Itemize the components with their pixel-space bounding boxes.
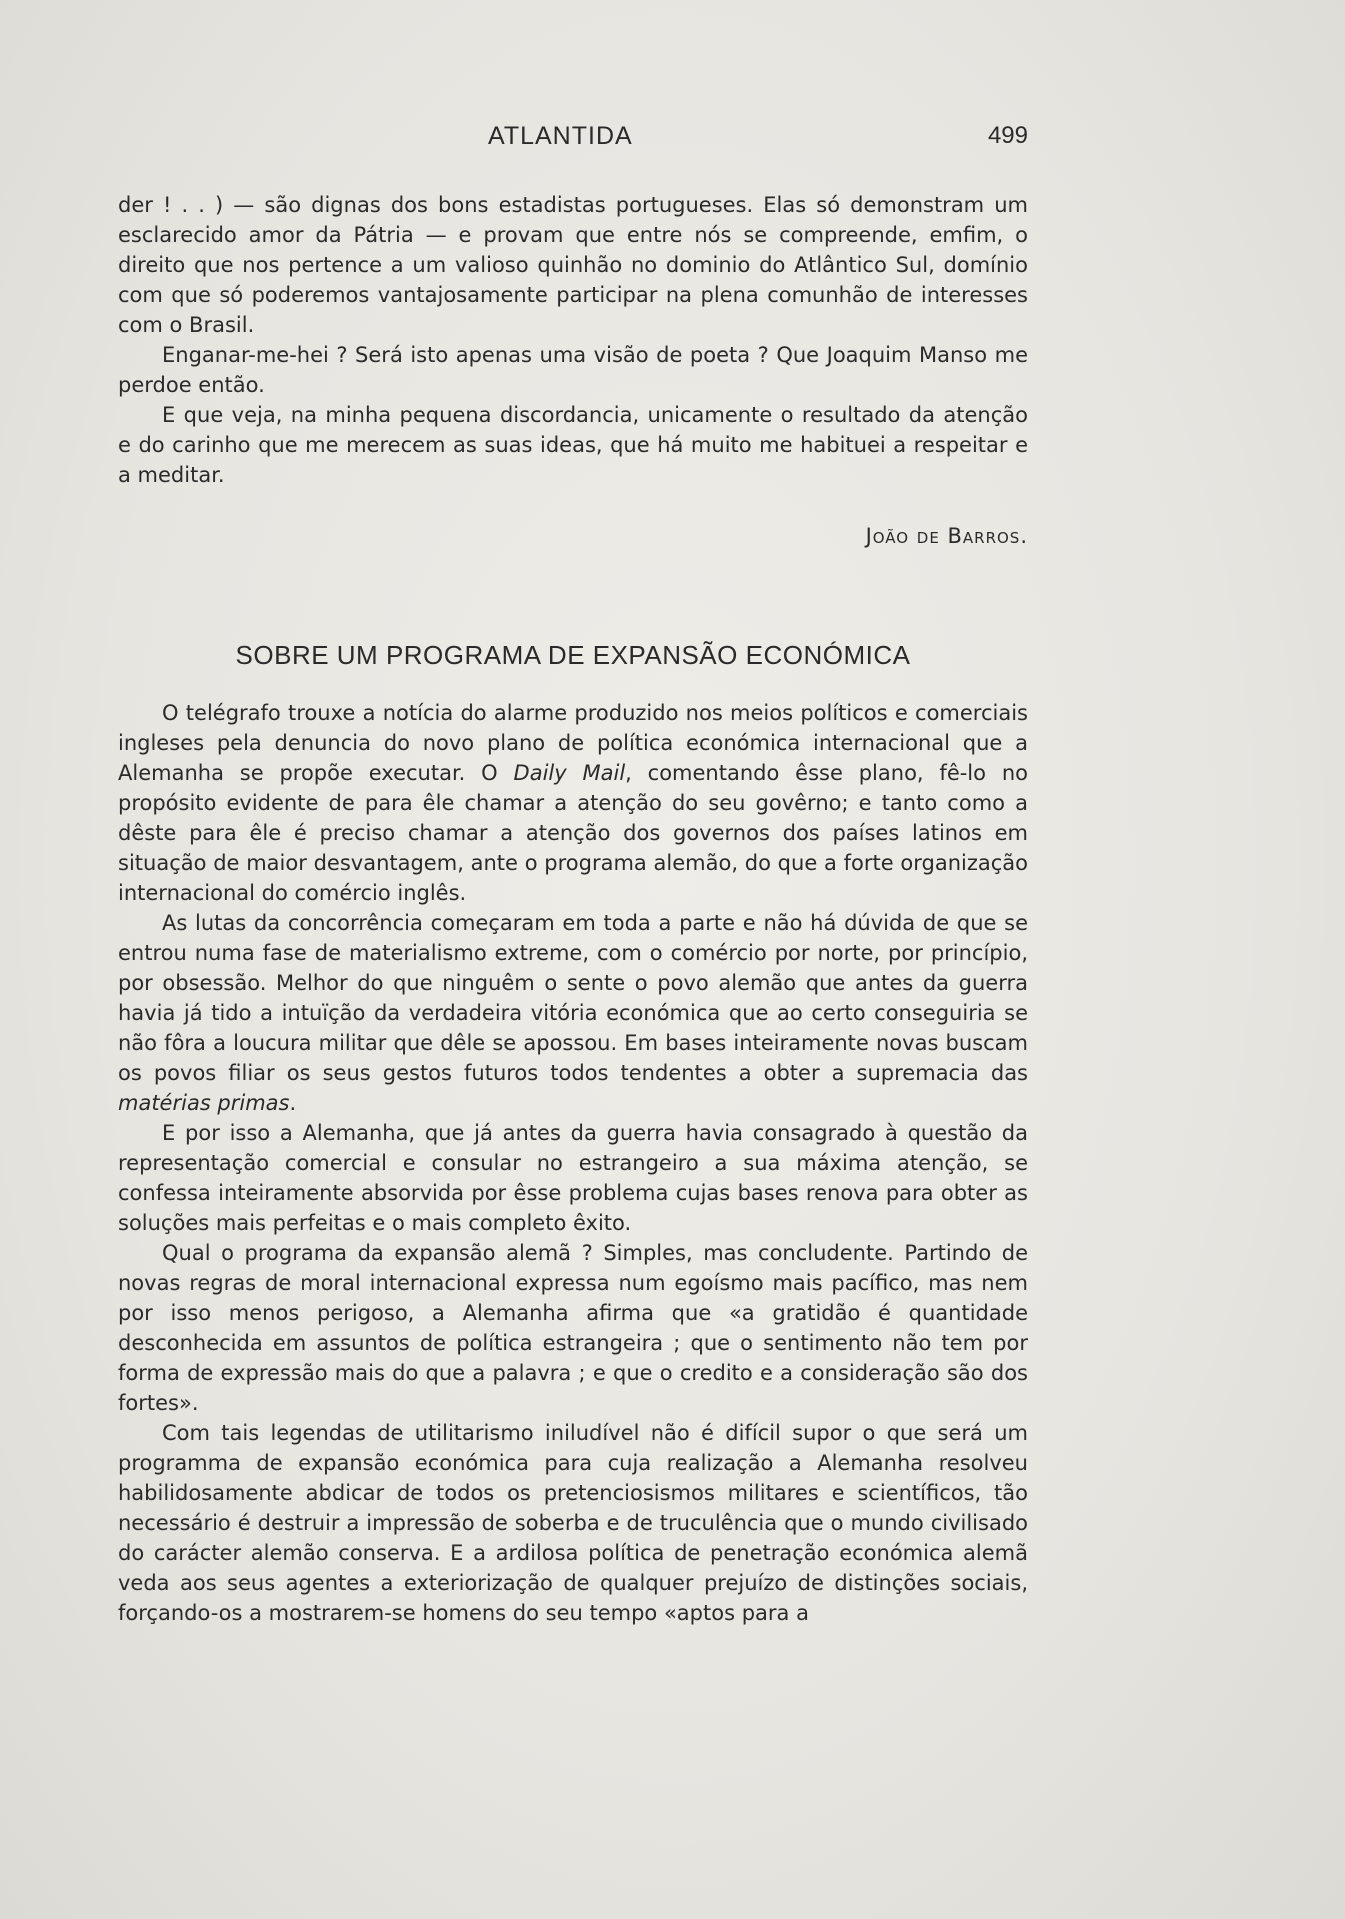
paragraph: Qual o programa da expansão alemã ? Simples, mas concludente. Partindo de novas regras de moral internacional expressa num egoísmo mais pacífico, mas nem por isso menos perigoso, a Alemanha afirma que «a gratidão é quantidade desconhecida em assuntos de política estrangeira ; que o sentimento não tem por forma de expressão mais do que a palavra ; e que o credito e a consideração são dos fortes».	[118, 1241, 1028, 1415]
paragraph: Enganar-me-hei ? Será isto apenas uma visão de poeta ? Que Joaquim Manso me perdoe então.	[118, 343, 1028, 397]
paragraph: Com tais legendas de utilitarismo iniludível não é difícil supor o que será um programma de expansão económica para cuja realização a Alemanha resolveu habilidosamente abdicar de todos os pretenciosismos militares e scientíficos, tão necessário é destruir a impressão de soberba e de truculência que o mundo civilisado do carácter alemão conserva. E a ardilosa política de penetração económica alemã veda aos seus agentes a exteriorização de qualquer prejuízo de distinções sociais, forçando-os a mostrarem-se homens do seu tempo «aptos para a	[118, 1421, 1028, 1625]
running-head	[118, 118, 1028, 158]
paragraph	[118, 698, 1028, 908]
article-body	[118, 698, 1028, 1628]
paragraph: der ! . . ) — são dignas dos bons estadistas portugueses. Elas só demonstram um esclarecido amor da Pátria — e provam que entre nós se compreende, emfim, o direito que nos pertence a um valioso quinhão no dominio do Atlântico Sul, domínio com que só poderemos vantajosamente participar na plena comunhão de interesses com o Brasil.	[118, 193, 1028, 337]
previous-article-ending	[118, 190, 1028, 490]
running-title: ATLANTIDA	[488, 122, 633, 150]
text-run: , comentando êsse plano, fê-lo no propósito evidente de para êle chamar a atenção do seu govêrno; e tanto como a dêste para êle é preciso chamar a atenção dos governos dos países latinos em situação de maior desvantagem, ante o programa alemão, do que a forte organização internacional do comércio inglês.	[118, 761, 1028, 905]
paragraph: E que veja, na minha pequena discordancia, unicamente o resultado da atenção e do carinho que me merecem as suas ideas, que há muito me habituei a respeitar e a meditar.	[118, 403, 1028, 487]
emphasized-term: matérias primas	[118, 1091, 290, 1115]
text-run: As lutas da concorrência começaram em toda a parte e não há dúvida de que se entrou numa fase de materialismo extreme, com o comércio por norte, por princípio, por obsessão. Melhor do que ninguêm o sente o povo alemão que antes da guerra havia já tido a intuïção da verdadeira vitória económica que ao certo conseguiria se não fôra a loucura militar que dêle se apossou. Em bases inteiramente novas buscam os povos filiar os seus gestos futuros todos tendentes a obter a supremacia das	[118, 911, 1028, 1085]
paragraph: E por isso a Alemanha, que já antes da guerra havia consagrado à questão da representação comercial e consular no estrangeiro a sua máxima atenção, se confessa inteiramente absorvida por êsse problema cujas bases renova para obter as soluções mais perfeitas e o mais completo êxito.	[118, 1121, 1028, 1235]
newspaper-name: Daily Mail	[513, 761, 626, 785]
paragraph	[118, 908, 1028, 1118]
article-title: SOBRE UM PROGRAMA DE EXPANSÃO ECONÓMICA	[235, 640, 911, 670]
page-number: 499	[987, 122, 1028, 149]
text-run: .	[289, 1091, 297, 1115]
author-signature: João de Barros.	[865, 524, 1028, 548]
text-run: O telégrafo trouxe a notícia do alarme produzido nos meios políticos e comerciais ingleses pela denuncia do novo plano de política económica internacional que a Alemanha se propõe executar. O	[118, 701, 1028, 785]
